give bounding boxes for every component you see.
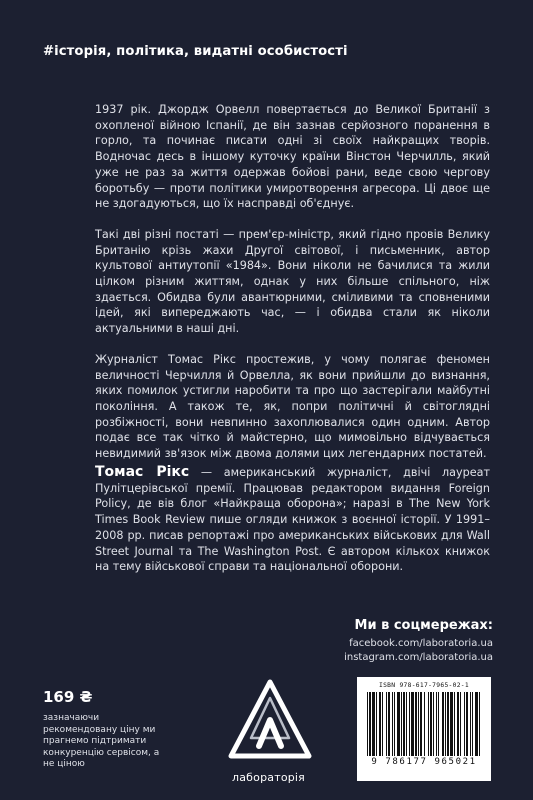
price: 169 ₴	[43, 688, 93, 706]
social-block	[344, 618, 493, 665]
isbn-text: ISBN 978-617-7965-02-1	[378, 682, 469, 689]
author-bio	[95, 465, 490, 575]
genre-tagline: #історія, політика, видатні особистості	[43, 44, 348, 59]
barcode-bars	[365, 692, 483, 756]
facebook-link[interactable]: facebook.com/laboratoria.ua	[349, 638, 493, 649]
description-paragraph-2: Такі дві різні постаті — прем'єр-міністр, який гідно провів Велику Британію крізь жахи Другої світової, і письменник, автор культової антиутопії «1984». Вони ніколи не бачилися та жили цілком різним життям, однак у них більше спільного, ніж здається. Обидва були авантюрними, сміливими та сповненими ідей, які випереджають час, — і обидва стали як ніколи актуальними в наші дні.	[95, 227, 490, 336]
book-description	[95, 102, 490, 477]
publisher-logo-icon	[225, 676, 315, 766]
instagram-link[interactable]: instagram.com/laboratoria.ua	[344, 652, 493, 663]
author-name: Томас Рікс	[95, 464, 190, 480]
social-title: Ми в соцмережах:	[354, 618, 493, 633]
description-paragraph-1: 1937 рік. Джордж Орвелл повертається до Великої Британії з охопленої війною Іспанії, де він зазнав серйозного поранення в горло, та починає писати одні зі своїх найкращих творів. Водночас десь в іншому куточку країни Вінстон Черчилль, який уже не раз за життя одержав бойові рани, веде свою чергову боротьбу — проти політики умиротворення агресора. Ці двоє ще не здогадуються, що їх насправді об'єднує.	[95, 103, 490, 211]
publisher-name: лабораторія	[232, 771, 306, 784]
isbn-barcode	[357, 677, 491, 781]
price-note: зазначаючи рекомендовану ціну ми прагнемо підтримати конкуренцію сервісом, а не ціною	[43, 713, 160, 769]
description-paragraph-3: Журналіст Томас Рікс простежив, у чому полягає феномен величності Черчилля й Орвелла, як вони прийшли до визнання, яких помилок устигли наробити та про що застерігали майбутні покоління. А також те, як, попри політичні й світоглядні розбіжності, вони невпинно захоплювалися один одним. Автор подає все так чітко й майстерно, що мимовільно відчувається невидимий зв'язок між двома долями цих легендарних постатей.	[95, 352, 490, 461]
ean-digits: 9 786177 965021	[371, 757, 477, 767]
author-bio-text: — американський журналіст, двічі лауреат Пулітцерівської премії. Працював редактором видання Foreign Policy, де вів блог «Найкраща оборона»; наразі в The New York Times Book Review пише огляди книжок з воєнної історії. У 1991–2008 рр. писав репортажі про американських військових для Wall Street Journal та The Washington Post. Є автором кількох книжок на тему військової справи та національної оборони.	[95, 466, 490, 574]
